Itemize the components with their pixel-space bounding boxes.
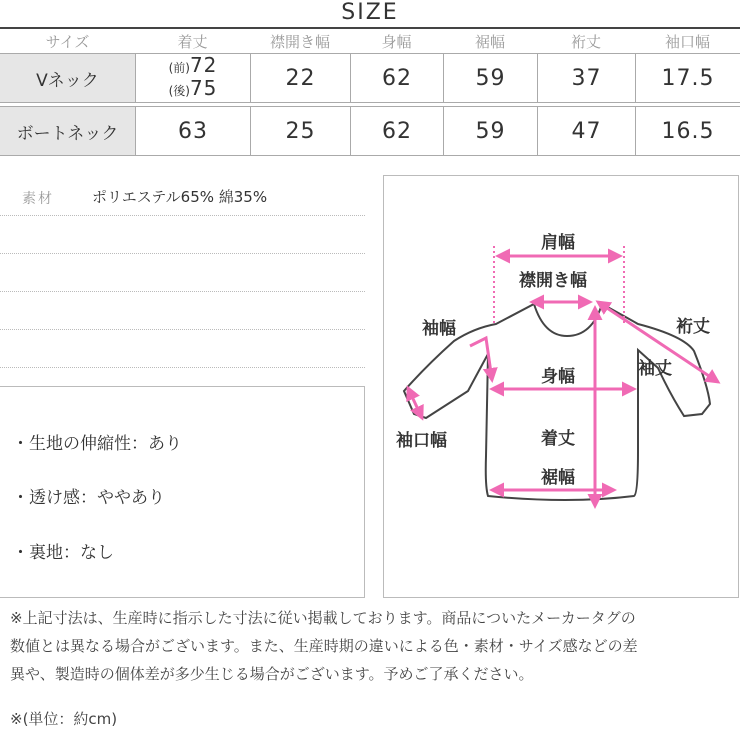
header-hem-width: 裾幅	[474, 33, 505, 51]
title-divider	[0, 27, 740, 29]
table-row	[0, 54, 740, 102]
cell-yuki: 47	[537, 107, 635, 155]
cell-cuff-width: 16.5	[635, 107, 740, 155]
row-name-v-neck: Vネック	[0, 54, 135, 102]
label-length: 着丈	[541, 429, 575, 449]
header-yuki: 裄丈	[570, 33, 601, 51]
header-size: サイズ	[45, 33, 90, 51]
cell-length: 63	[135, 107, 250, 155]
note-line: ※上記寸法は、生産時に指示した寸法に従い掲載しております。商品についたメーカータグの	[10, 609, 636, 627]
cell-neck-width: 25	[250, 107, 350, 155]
row-name-boat-neck: ボートネック	[0, 107, 135, 155]
material-label: 素材	[22, 191, 54, 207]
property-lining: ・裏地：なし	[12, 543, 114, 563]
garment-diagram-svg	[384, 176, 740, 599]
label-yuki: 裄丈	[676, 317, 710, 337]
header-length: 着丈	[177, 33, 208, 51]
length-back-label: (後)	[168, 84, 190, 98]
cell-neck-width: 22	[250, 54, 350, 102]
sleeve-width-arrow	[470, 338, 492, 380]
note-line: 数値とは異なる場合がございます。また、生産時期の違いによる色・素材・サイズ感などの差	[10, 637, 638, 655]
dotted-divider	[0, 329, 365, 330]
label-body-width: 身幅	[541, 367, 575, 387]
properties-box	[0, 386, 365, 598]
header-neck-width: 襟開き幅	[269, 33, 330, 51]
cell-yuki: 37	[537, 54, 635, 102]
header-cuff-width: 袖口幅	[664, 33, 710, 51]
cell-body-width: 62	[350, 107, 443, 155]
cell-body-width: 62	[350, 54, 443, 102]
dotted-divider	[0, 253, 365, 254]
material-value: ポリエステル65% 綿35%	[92, 188, 268, 206]
measurement-diagram	[383, 175, 739, 598]
size-title: SIZE	[341, 0, 399, 25]
label-neck: 襟開き幅	[519, 271, 587, 291]
property-sheerness: ・透け感：ややあり	[12, 488, 165, 508]
header-body-width: 身幅	[381, 33, 412, 51]
label-sleeve-length: 袖丈	[638, 359, 672, 379]
dotted-divider	[0, 367, 365, 368]
cell-cuff-width: 17.5	[635, 54, 740, 102]
cell-hem-width: 59	[443, 107, 537, 155]
table-rule	[0, 102, 740, 103]
table-row	[0, 107, 740, 155]
unit-note: ※(単位：約cm)	[10, 710, 118, 728]
note-line: 異や、製造時の個体差が多少生じる場合がございます。予めご了承ください。	[10, 665, 534, 683]
label-sleeve-width: 袖幅	[422, 319, 456, 339]
label-cuff: 袖口幅	[396, 431, 447, 451]
cell-length	[135, 54, 250, 102]
table-rule	[0, 155, 740, 156]
property-stretch: ・生地の伸縮性：あり	[12, 434, 182, 454]
dotted-divider	[0, 215, 365, 216]
cell-hem-width: 59	[443, 54, 537, 102]
label-hem: 裾幅	[541, 468, 575, 488]
dotted-divider	[0, 291, 365, 292]
length-back-value: 75	[189, 76, 218, 100]
length-front-label: (前)	[168, 61, 190, 75]
length-front-value: 72	[189, 53, 218, 77]
label-shoulder: 肩幅	[541, 233, 575, 253]
